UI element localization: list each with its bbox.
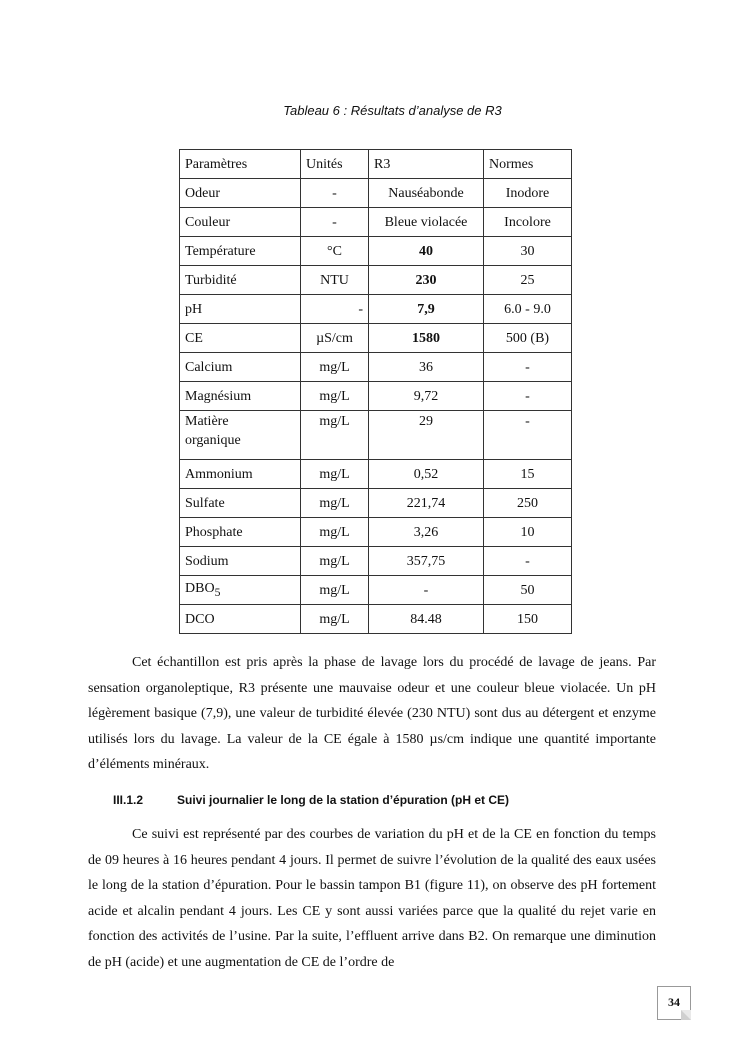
r3-cell: 7,9 — [369, 295, 484, 324]
unit-cell: mg/L — [301, 576, 369, 605]
norm-cell: 50 — [484, 576, 572, 605]
param-cell: Magnésium — [180, 382, 301, 411]
param-line: Matière — [185, 414, 229, 429]
table-row — [180, 295, 572, 324]
norm-cell: 15 — [484, 460, 572, 489]
unit-cell: mg/L — [301, 460, 369, 489]
norm-cell: 250 — [484, 489, 572, 518]
table-row — [180, 208, 572, 237]
table-row — [180, 411, 572, 460]
param-cell — [180, 576, 301, 605]
r3-cell: 29 — [369, 411, 484, 460]
table-row — [180, 489, 572, 518]
results-table — [179, 149, 572, 634]
norm-cell: 10 — [484, 518, 572, 547]
section-heading — [113, 793, 509, 807]
norm-cell: Inodore — [484, 179, 572, 208]
page-fold-icon — [681, 1010, 691, 1020]
unit-cell: µS/cm — [301, 324, 369, 353]
r3-cell: 40 — [369, 237, 484, 266]
section-title: Suivi journalier le long de la station d’épuration (pH et CE) — [177, 793, 510, 807]
r3-cell: 9,72 — [369, 382, 484, 411]
table-row — [180, 576, 572, 605]
r3-cell: 230 — [369, 266, 484, 295]
unit-cell: - — [301, 179, 369, 208]
r3-cell: 221,74 — [369, 489, 484, 518]
norm-cell: 6.0 - 9.0 — [484, 295, 572, 324]
unit-cell: mg/L — [301, 353, 369, 382]
table-row — [180, 179, 572, 208]
param-cell: DCO — [180, 605, 301, 634]
unit-cell: mg/L — [301, 518, 369, 547]
r3-cell: 1580 — [369, 324, 484, 353]
header-normes: Normes — [484, 150, 572, 179]
r3-cell: 84.48 — [369, 605, 484, 634]
r3-cell: Nauséabonde — [369, 179, 484, 208]
param-cell: Température — [180, 237, 301, 266]
norm-cell: 500 (B) — [484, 324, 572, 353]
table-row — [180, 237, 572, 266]
norm-cell: - — [484, 547, 572, 576]
body-paragraph-1 — [88, 650, 656, 778]
page-number-box — [657, 986, 691, 1020]
param-cell: Turbidité — [180, 266, 301, 295]
r3-cell: 0,52 — [369, 460, 484, 489]
table-row — [180, 518, 572, 547]
param-cell: CE — [180, 324, 301, 353]
norm-cell: - — [484, 411, 572, 460]
param-line: organique — [185, 433, 241, 448]
norm-cell: Incolore — [484, 208, 572, 237]
table-row — [180, 605, 572, 634]
table-row — [180, 324, 572, 353]
paragraph-1-text: Cet échantillon est pris après la phase de lavage lors du procédé de lavage de jeans. Par sensation organoleptique, R3 présente une mauvaise odeur et une couleur bleue violacée. Un pH légèrement basique (7,9), une valeur de turbidité élevée (230 NTU) sont dus au détergent et enzyme utilisés lors du lavage. La valeur de la CE égale à 1580 µs/cm indique une quantité importante d’éléments minéraux. — [88, 655, 656, 773]
param-cell: Phosphate — [180, 518, 301, 547]
section-number: III.1.2 — [113, 793, 144, 807]
unit-cell: mg/L — [301, 489, 369, 518]
norm-cell: 30 — [484, 237, 572, 266]
table-row — [180, 353, 572, 382]
page-number: 34 — [668, 995, 680, 1009]
norm-cell: - — [484, 353, 572, 382]
norm-cell: 150 — [484, 605, 572, 634]
param-name: DBO — [185, 580, 215, 596]
table-row — [180, 266, 572, 295]
r3-cell: 357,75 — [369, 547, 484, 576]
unit-cell: NTU — [301, 266, 369, 295]
table-row — [180, 460, 572, 489]
param-cell — [180, 411, 301, 460]
param-cell: Couleur — [180, 208, 301, 237]
table-row — [180, 382, 572, 411]
norm-cell: - — [484, 382, 572, 411]
header-unites: Unités — [301, 150, 369, 179]
table-header-row — [180, 150, 572, 179]
table-row — [180, 547, 572, 576]
r3-cell: Bleue violacée — [369, 208, 484, 237]
body-paragraph-2 — [88, 822, 656, 976]
header-r3: R3 — [369, 150, 484, 179]
r3-cell: - — [369, 576, 484, 605]
header-parametres: Paramètres — [180, 150, 301, 179]
unit-cell: - — [301, 208, 369, 237]
norm-cell: 25 — [484, 266, 572, 295]
param-subscript: 5 — [214, 585, 221, 599]
unit-cell: mg/L — [301, 382, 369, 411]
r3-cell: 36 — [369, 353, 484, 382]
r3-cell: 3,26 — [369, 518, 484, 547]
param-cell: Sodium — [180, 547, 301, 576]
unit-cell: °C — [301, 237, 369, 266]
param-cell: Sulfate — [180, 489, 301, 518]
param-cell: pH — [180, 295, 301, 324]
unit-cell: mg/L — [301, 411, 369, 460]
unit-cell: - — [301, 295, 369, 324]
param-cell: Calcium — [180, 353, 301, 382]
unit-cell: mg/L — [301, 547, 369, 576]
param-cell: Odeur — [180, 179, 301, 208]
paragraph-2-text: Ce suivi est représenté par des courbes de variation du pH et de la CE en fonction du temps de 09 heures à 16 heures pendant 4 jours. Il permet de suivre l’évolution de la qualité des eaux usées le long de la station d’épuration. Pour le bassin tampon B1 (figure 11), on observe des pH fortement acide et alcalin pendant 4 jours. Les CE y sont aussi variées parce que la qualité du rejet varie en fonction des activités de l’usine. Par la suite, l’effluent arrive dans B2. On remarque une diminution de pH (acide) et une augmentation de CE de l’ordre de — [88, 827, 656, 970]
unit-cell: mg/L — [301, 605, 369, 634]
table-caption: Tableau 6 : Résultats d’analyse de R3 — [283, 103, 502, 118]
param-cell: Ammonium — [180, 460, 301, 489]
